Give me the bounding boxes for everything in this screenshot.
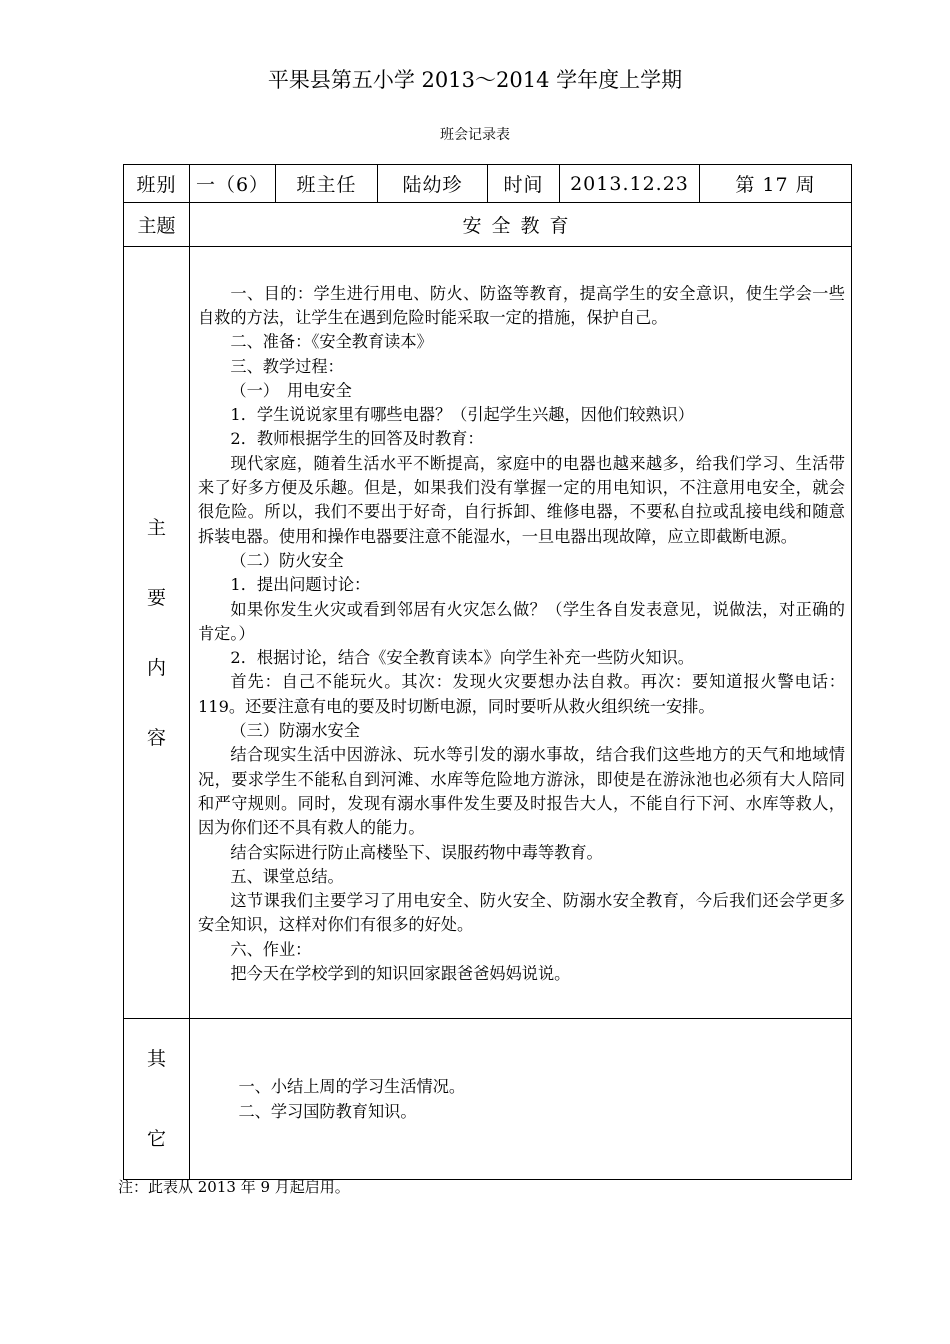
content-paragraph: 2．根据讨论，结合《安全教育读本》向学生补充一些防火知识。 — [230, 648, 694, 668]
content-paragraph: 二、准备：《安全教育读本》 — [230, 332, 433, 352]
class-value: 一（6） — [190, 165, 276, 203]
content-paragraph: 三、教学过程： — [230, 356, 344, 376]
other-content-body — [190, 1074, 851, 1124]
meeting-record-table — [123, 164, 852, 1180]
main-label-char: 内 — [146, 656, 166, 679]
time-value: 2013.12.23 — [560, 165, 700, 203]
main-content-body — [190, 279, 851, 987]
class-label: 班别 — [124, 165, 190, 203]
content-paragraph: 2．教师根据学生的回答及时教育： — [230, 429, 484, 449]
teacher-value: 陆幼珍 — [378, 165, 488, 203]
content-paragraph: 六、作业： — [230, 939, 312, 959]
content-paragraph: 1．提出问题讨论： — [230, 575, 371, 595]
other-label — [124, 1019, 190, 1180]
other-item: 一、小结上周的学习生活情况。 — [238, 1077, 466, 1096]
content-paragraph: 现代家庭，随着生活水平不断提高，家庭中的电器也越来越多，给我们学习、生活带来了好多方便及乐趣。但是，如果我们没有掌握一定的用电知识，不注意用电安全，就会很危险。所以，我们不要出于好奇，自行拆卸、维修电器，不要私自拉或乱接电线和随意拆装电器。使用和操作电器要注意不能湿水，一旦电器出现故障，应立即截断电源。 — [198, 453, 845, 546]
main-content-row — [124, 247, 852, 1019]
content-paragraph: 五、课堂总结。 — [230, 866, 344, 886]
theme-label: 主题 — [124, 203, 190, 247]
content-paragraph: 把今天在学校学到的知识回家跟爸爸妈妈说说。 — [230, 964, 571, 983]
header-row — [124, 165, 852, 203]
content-paragraph: （三）防溺水安全 — [230, 721, 360, 741]
content-paragraph: 1．学生说说家里有哪些电器？（引起学生兴趣，因他们较熟识） — [230, 405, 694, 425]
content-paragraph: （二）防火安全 — [230, 550, 344, 570]
footer-note: 注：此表从 2013 年 9 月起启用。 — [118, 1178, 350, 1196]
theme-value-cell — [190, 203, 852, 247]
other-label-char: 其 — [146, 1048, 166, 1070]
other-item: 二、学习国防教育知识。 — [238, 1102, 417, 1121]
theme-row — [124, 203, 852, 247]
time-label: 时间 — [488, 165, 560, 203]
main-content-label — [124, 247, 190, 1019]
document-subtitle: 班会记录表 — [440, 127, 510, 143]
main-label-char: 要 — [146, 586, 166, 609]
content-paragraph: 首先：自己不能玩火。其次：发现火灾要想办法自救。再次：要知道报火警电话：119。还要注意有电的要及时切断电源，同时要听从救火组织统一安排。 — [198, 672, 845, 716]
other-row — [124, 1019, 852, 1180]
main-content-label-chars — [124, 493, 189, 773]
content-paragraph: 结合现实生活中因游泳、玩水等引发的溺水事故，结合我们这些地方的天气和地域情况，要求学生不能私自到河滩、水库等危险地方游泳，即使是在游泳池也必须有大人陪同和严守规则。同时，发现有溺水事件发生要及时报告大人，不能自行下河、水库等救人，因为你们还不具有救人的能力。 — [198, 745, 845, 838]
content-paragraph: 结合实际进行防止高楼坠下、误服药物中毒等教育。 — [230, 842, 603, 862]
theme-value: 安全教育 — [462, 215, 579, 237]
content-paragraph: 一、目的：学生进行用电、防火、防盗等教育，提高学生的安全意识，使生学会一些自救的方法，让学生在遇到危险时能采取一定的措施，保护自己。 — [198, 283, 845, 327]
main-label-char: 主 — [146, 516, 166, 539]
main-label-char: 容 — [146, 726, 166, 749]
content-paragraph: 如果你发生火灾或看到邻居有火灾怎么做？（学生各自发表意见，说做法，对正确的肯定。） — [198, 599, 845, 643]
content-paragraph: 这节课我们主要学习了用电安全、防火安全、防溺水安全教育，今后我们还会学更多安全知识，这样对你们有很多的好处。 — [198, 891, 845, 935]
document-title: 平果县第五小学 2013～2014 学年度上学期 — [267, 68, 683, 92]
main-content-cell — [190, 247, 852, 1019]
content-paragraph: （一） 用电安全 — [230, 380, 352, 400]
other-content-cell — [190, 1019, 852, 1180]
teacher-label: 班主任 — [276, 165, 378, 203]
week-value: 第 17 周 — [700, 165, 852, 203]
other-label-chars — [124, 1019, 189, 1179]
other-label-char: 它 — [146, 1128, 166, 1150]
